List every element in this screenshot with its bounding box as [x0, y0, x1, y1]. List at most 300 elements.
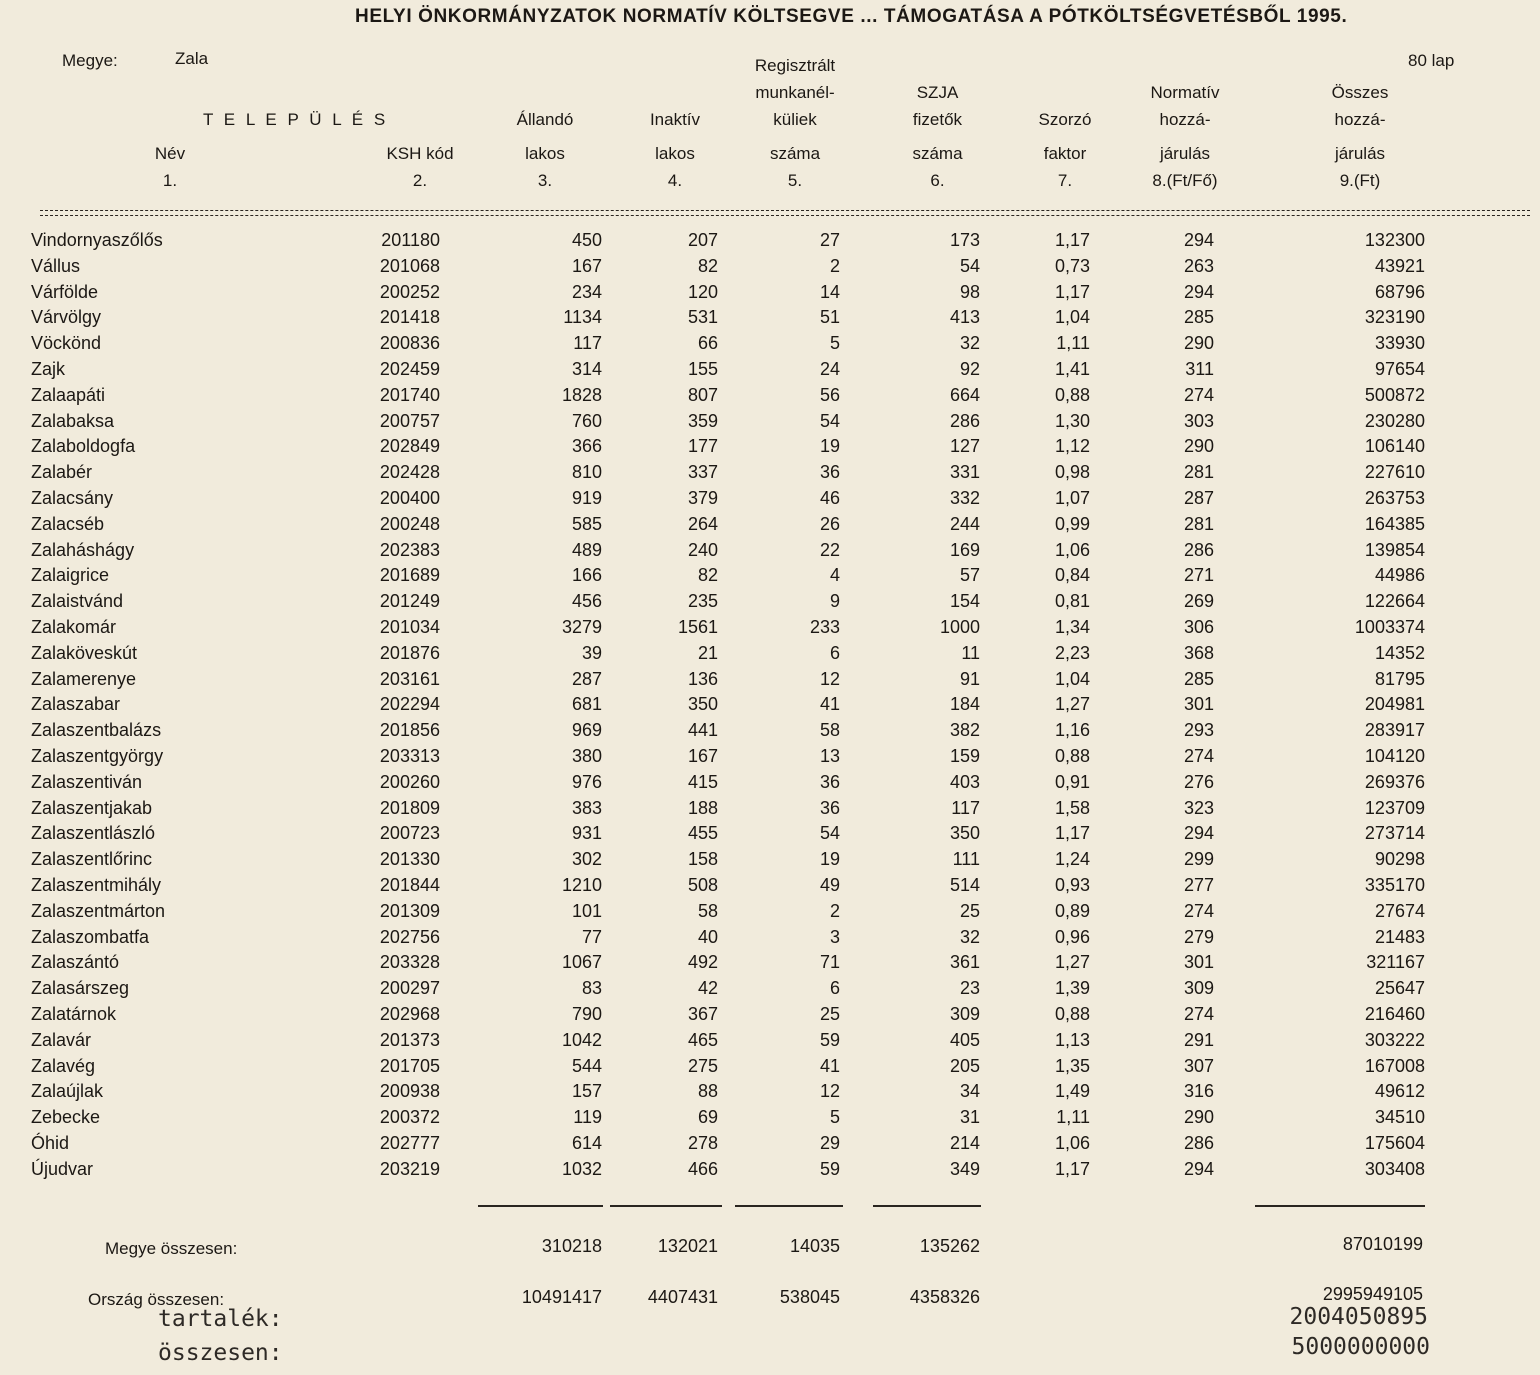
cell-szja-fizetok: 159 [949, 745, 980, 766]
cell-nev: Zalaszabar [31, 694, 121, 715]
cell-nev: Zalasárszeg [31, 978, 130, 999]
cell-szorzo: 0,96 [1054, 926, 1090, 947]
cell-kod: 202383 [379, 539, 440, 560]
cell-nev: Zalamerenye [31, 668, 137, 689]
cell-szja-fizetok: 32 [959, 926, 980, 947]
cell-inaktiv-lakos: 235 [687, 591, 718, 612]
cell-szja-fizetok: 34 [959, 1081, 980, 1102]
cell-szja-fizetok: 205 [949, 1055, 980, 1076]
cell-nev: Zalakomár [31, 616, 117, 637]
cell-nev: Zalaszántó [31, 952, 120, 973]
cell-munkanelkuliek: 26 [819, 513, 840, 534]
cell-allando-lakos: 166 [571, 565, 602, 586]
megye-osszesen-col3: 310218 [541, 1236, 602, 1256]
megye-osszesen-col5: 14035 [789, 1236, 840, 1256]
cell-nev: Zalaújlak [31, 1081, 104, 1102]
cell-osszes: 230280 [1364, 410, 1425, 431]
header-col3-line2: lakos [525, 144, 565, 163]
cell-normativ: 277 [1183, 874, 1214, 895]
cell-szja-fizetok: 514 [949, 874, 980, 895]
cell-szja-fizetok: 92 [959, 358, 980, 379]
table-row [0, 1105, 1540, 1131]
cell-kod: 201034 [379, 616, 440, 637]
cell-nev: Zalaszentbalázs [31, 720, 162, 741]
table-row [0, 357, 1540, 383]
cell-munkanelkuliek: 36 [819, 462, 840, 483]
header-col1-line2: 1. [162, 171, 178, 190]
cell-munkanelkuliek: 14 [819, 281, 840, 302]
header-col5-line5: 5. [787, 171, 803, 190]
cell-munkanelkuliek: 19 [819, 436, 840, 457]
cell-nev: Zalaszentlőrinc [31, 849, 153, 870]
cell-allando-lakos: 83 [581, 978, 602, 999]
cell-szorzo: 1,13 [1054, 1029, 1090, 1050]
cell-kod: 201068 [379, 255, 440, 276]
cell-munkanelkuliek: 41 [819, 694, 840, 715]
cell-osszes: 175604 [1364, 1132, 1425, 1153]
cell-kod: 200400 [379, 487, 440, 508]
cell-szja-fizetok: 98 [959, 281, 980, 302]
cell-szja-fizetok: 154 [949, 591, 980, 612]
cell-szorzo: 1,27 [1054, 694, 1090, 715]
megye-value: Zala [175, 49, 209, 68]
cell-kod: 200757 [379, 410, 440, 431]
cell-normativ: 274 [1183, 900, 1214, 921]
cell-szja-fizetok: 169 [949, 539, 980, 560]
cell-kod: 202294 [379, 694, 440, 715]
cell-szorzo: 1,06 [1054, 1132, 1090, 1153]
cell-nev: Zalaboldogfa [31, 436, 136, 457]
cell-munkanelkuliek: 59 [819, 1158, 840, 1179]
cell-kod: 202756 [379, 926, 440, 947]
cell-munkanelkuliek: 9 [829, 591, 840, 612]
cell-szorzo: 0,99 [1054, 513, 1090, 534]
header-col9-line4: 9.(Ft) [1339, 171, 1381, 190]
cell-szja-fizetok: 332 [949, 487, 980, 508]
table-row [0, 1002, 1540, 1028]
header-col6-line3: száma [912, 144, 963, 163]
cell-szja-fizetok: 117 [951, 797, 980, 818]
cell-inaktiv-lakos: 337 [687, 462, 718, 483]
sum-rule-col4 [610, 1205, 722, 1207]
cell-szorzo: 1,11 [1056, 333, 1090, 354]
cell-kod: 201373 [379, 1029, 440, 1050]
cell-allando-lakos: 976 [571, 771, 602, 792]
cell-szorzo: 1,12 [1054, 436, 1090, 457]
header-col7-line1: Szorzó [1038, 110, 1092, 129]
cell-nev: Zalabér [31, 462, 93, 483]
cell-osszes: 204981 [1364, 694, 1425, 715]
cell-munkanelkuliek: 54 [819, 823, 840, 844]
cell-nev: Óhid [31, 1132, 70, 1153]
cell-inaktiv-lakos: 455 [687, 823, 718, 844]
cell-inaktiv-lakos: 531 [687, 307, 718, 328]
cell-inaktiv-lakos: 278 [687, 1132, 718, 1153]
cell-munkanelkuliek: 22 [819, 539, 840, 560]
cell-szja-fizetok: 349 [949, 1158, 980, 1179]
cell-allando-lakos: 119 [573, 1107, 602, 1128]
cell-osszes: 81795 [1374, 668, 1425, 689]
cell-inaktiv-lakos: 264 [687, 513, 718, 534]
cell-szorzo: 1,06 [1054, 539, 1090, 560]
cell-normativ: 274 [1183, 745, 1214, 766]
cell-osszes: 303408 [1364, 1158, 1425, 1179]
cell-allando-lakos: 544 [571, 1055, 602, 1076]
cell-szorzo: 0,89 [1054, 900, 1090, 921]
cell-allando-lakos: 614 [571, 1132, 602, 1153]
cell-munkanelkuliek: 58 [819, 720, 840, 741]
cell-inaktiv-lakos: 58 [697, 900, 718, 921]
cell-kod: 200252 [379, 281, 440, 302]
cell-normativ: 306 [1183, 616, 1214, 637]
cell-osszes: 263753 [1364, 487, 1425, 508]
cell-osszes: 104120 [1364, 745, 1425, 766]
cell-inaktiv-lakos: 82 [697, 565, 718, 586]
orszag-osszesen-col4: 4407431 [647, 1287, 718, 1307]
table-row [0, 847, 1540, 873]
cell-munkanelkuliek: 36 [819, 771, 840, 792]
table-row [0, 512, 1540, 538]
cell-szja-fizetok: 331 [949, 462, 980, 483]
cell-szorzo: 1,27 [1054, 952, 1090, 973]
cell-osszes: 43921 [1374, 255, 1425, 276]
cell-normativ: 269 [1183, 591, 1214, 612]
cell-szja-fizetok: 173 [949, 230, 980, 250]
header-col9-line2: hozzá- [1334, 110, 1386, 129]
cell-munkanelkuliek: 24 [819, 358, 840, 379]
cell-munkanelkuliek: 56 [819, 384, 840, 405]
cell-szja-fizetok: 405 [949, 1029, 980, 1050]
cell-inaktiv-lakos: 21 [697, 642, 718, 663]
cell-allando-lakos: 287 [571, 668, 602, 689]
cell-osszes: 321167 [1366, 952, 1425, 973]
cell-normativ: 294 [1183, 823, 1214, 844]
cell-normativ: 281 [1183, 462, 1214, 483]
cell-szorzo: 1,39 [1054, 978, 1090, 999]
cell-nev: Zalaistvánd [31, 591, 124, 612]
cell-kod: 201856 [379, 720, 440, 741]
table-row [0, 383, 1540, 409]
cell-normativ: 309 [1183, 978, 1214, 999]
cell-nev: Zalaszentlászló [31, 823, 156, 844]
cell-nev: Zalatárnok [31, 1003, 117, 1024]
cell-nev: Zalaszentgyörgy [31, 745, 164, 766]
cell-inaktiv-lakos: 42 [697, 978, 718, 999]
cell-osszes: 323190 [1364, 307, 1425, 328]
table-row [0, 228, 1540, 254]
cell-kod: 202459 [379, 358, 440, 379]
header-col4-line2: lakos [655, 144, 695, 163]
cell-inaktiv-lakos: 136 [687, 668, 718, 689]
table-row [0, 744, 1540, 770]
cell-inaktiv-lakos: 69 [697, 1107, 718, 1128]
cell-osszes: 49612 [1374, 1081, 1425, 1102]
cell-allando-lakos: 810 [571, 462, 602, 483]
cell-normativ: 316 [1183, 1081, 1214, 1102]
cell-szorzo: 0,73 [1054, 255, 1090, 276]
cell-munkanelkuliek: 49 [819, 874, 840, 895]
cell-allando-lakos: 101 [571, 900, 602, 921]
cell-szja-fizetok: 403 [949, 771, 980, 792]
cell-nev: Zalaszentiván [31, 771, 143, 792]
sum-rule-col9 [1255, 1205, 1425, 1207]
cell-szorzo: 0,88 [1054, 384, 1090, 405]
cell-normativ: 286 [1183, 1132, 1214, 1153]
cell-inaktiv-lakos: 82 [697, 255, 718, 276]
header-double-rule [40, 210, 1530, 216]
table-row [0, 280, 1540, 306]
cell-nev: Zalaszentmihály [31, 874, 162, 895]
cell-munkanelkuliek: 5 [829, 1107, 840, 1128]
cell-allando-lakos: 1134 [563, 307, 602, 328]
cell-normativ: 290 [1183, 1107, 1214, 1128]
cell-nev: Zalaháshágy [31, 539, 135, 560]
header-col1-line1: Név [154, 144, 186, 163]
table-row [0, 1028, 1540, 1054]
cell-szja-fizetok: 57 [959, 565, 980, 586]
cell-szja-fizetok: 23 [959, 978, 980, 999]
cell-inaktiv-lakos: 379 [687, 487, 718, 508]
cell-inaktiv-lakos: 120 [687, 281, 718, 302]
cell-kod: 201876 [379, 642, 440, 663]
cell-szja-fizetok: 214 [949, 1132, 980, 1153]
cell-nev: Zalacséb [31, 513, 105, 534]
cell-szorzo: 1,17 [1054, 823, 1090, 844]
cell-munkanelkuliek: 12 [819, 1081, 840, 1102]
cell-szorzo: 1,58 [1054, 797, 1090, 818]
header-col7-line3: 7. [1057, 171, 1073, 190]
cell-nev: Várvölgy [31, 307, 102, 328]
cell-inaktiv-lakos: 415 [687, 771, 718, 792]
tartalek-value: 2004050895 [1289, 1304, 1428, 1330]
cell-allando-lakos: 380 [571, 745, 602, 766]
cell-osszes: 283917 [1364, 720, 1425, 741]
cell-szorzo: 1,17 [1054, 230, 1090, 250]
cell-szja-fizetok: 664 [949, 384, 980, 405]
cell-normativ: 311 [1185, 358, 1214, 379]
table-row [0, 667, 1540, 693]
cell-munkanelkuliek: 25 [819, 1003, 840, 1024]
cell-szorzo: 0,88 [1054, 745, 1090, 766]
header-col9-line1: Összes [1331, 83, 1389, 102]
cell-inaktiv-lakos: 240 [687, 539, 718, 560]
cell-inaktiv-lakos: 1561 [677, 616, 718, 637]
cell-inaktiv-lakos: 508 [687, 874, 718, 895]
cell-allando-lakos: 489 [571, 539, 602, 560]
cell-munkanelkuliek: 36 [819, 797, 840, 818]
header-col6-line4: 6. [930, 171, 945, 190]
cell-inaktiv-lakos: 167 [687, 745, 718, 766]
cell-allando-lakos: 157 [571, 1081, 602, 1102]
header-col4-line3: 4. [667, 171, 683, 190]
cell-normativ: 307 [1183, 1055, 1214, 1076]
megye-osszesen-col9: 87010199 [1342, 1234, 1423, 1254]
cell-normativ: 368 [1183, 642, 1214, 663]
cell-szja-fizetok: 361 [949, 952, 980, 973]
cell-kod: 201330 [379, 849, 440, 870]
cell-osszes: 303222 [1364, 1029, 1425, 1050]
header-col8-line1: Normatív [1150, 83, 1220, 102]
cell-inaktiv-lakos: 66 [697, 333, 718, 354]
cell-szorzo: 0,81 [1054, 591, 1090, 612]
page-number: 80 lap [1408, 51, 1455, 70]
cell-normativ: 303 [1183, 410, 1214, 431]
cell-inaktiv-lakos: 177 [687, 436, 718, 457]
cell-nev: Zalaszentmárton [31, 900, 166, 921]
cell-inaktiv-lakos: 367 [687, 1003, 718, 1024]
orszag-osszesen-col9: 2995949105 [1322, 1284, 1423, 1304]
cell-szorzo: 0,88 [1054, 1003, 1090, 1024]
cell-normativ: 294 [1183, 281, 1214, 302]
orszag-osszesen-col6: 4358326 [909, 1287, 980, 1307]
data-table [0, 228, 1540, 1182]
cell-inaktiv-lakos: 441 [687, 720, 718, 741]
cell-allando-lakos: 314 [571, 358, 602, 379]
cell-munkanelkuliek: 71 [819, 952, 840, 973]
cell-allando-lakos: 3279 [561, 616, 602, 637]
cell-osszes: 164385 [1364, 513, 1425, 534]
cell-kod: 201249 [379, 591, 440, 612]
header-col2-line2: 2. [412, 171, 428, 190]
cell-nev: Zalavég [31, 1055, 96, 1076]
cell-inaktiv-lakos: 158 [687, 849, 718, 870]
table-row [0, 460, 1540, 486]
cell-kod: 200723 [379, 823, 440, 844]
header-col6-line1: SZJA [916, 83, 959, 102]
cell-kod: 201740 [379, 384, 440, 405]
cell-munkanelkuliek: 2 [829, 255, 840, 276]
cell-normativ: 274 [1183, 384, 1214, 405]
table-row [0, 1079, 1540, 1105]
cell-kod: 201809 [379, 797, 440, 818]
header-col5-line4: száma [769, 144, 821, 163]
cell-allando-lakos: 456 [571, 591, 602, 612]
cell-osszes: 167008 [1364, 1055, 1425, 1076]
cell-normativ: 291 [1183, 1029, 1214, 1050]
cell-kod: 202849 [379, 436, 440, 457]
cell-allando-lakos: 919 [571, 487, 602, 508]
cell-kod: 202968 [379, 1003, 440, 1024]
megye-label: Megye: [62, 51, 118, 70]
cell-inaktiv-lakos: 40 [697, 926, 718, 947]
cell-szorzo: 1,30 [1054, 410, 1090, 431]
sum-rule-col3 [478, 1205, 603, 1207]
sum-rule-col5 [735, 1205, 843, 1207]
table-row [0, 563, 1540, 589]
cell-nev: Zalaszombatfa [31, 926, 150, 947]
cell-inaktiv-lakos: 275 [687, 1055, 718, 1076]
cell-munkanelkuliek: 2 [829, 900, 840, 921]
table-row [0, 305, 1540, 331]
table-row [0, 254, 1540, 280]
cell-normativ: 281 [1183, 513, 1214, 534]
cell-kod: 200297 [379, 978, 440, 999]
cell-osszes: 269376 [1364, 771, 1425, 792]
cell-allando-lakos: 790 [571, 1003, 602, 1024]
cell-munkanelkuliek: 12 [819, 668, 840, 689]
cell-allando-lakos: 1828 [561, 384, 602, 405]
cell-nev: Zalacsány [31, 487, 114, 508]
header-col6-line2: fizetők [912, 110, 963, 129]
header-telepules: T E L E P Ü L É S [203, 110, 389, 129]
cell-kod: 200260 [379, 771, 440, 792]
cell-nev: Zalavár [31, 1029, 92, 1050]
cell-kod: 200836 [379, 333, 440, 354]
cell-nev: Zalaigrice [31, 565, 110, 586]
table-row [0, 950, 1540, 976]
cell-osszes: 273714 [1364, 823, 1425, 844]
cell-allando-lakos: 77 [581, 926, 602, 947]
cell-kod: 200372 [379, 1107, 440, 1128]
cell-szorzo: 1,35 [1054, 1055, 1090, 1076]
cell-szja-fizetok: 111 [952, 849, 980, 870]
cell-allando-lakos: 585 [571, 513, 602, 534]
table-row [0, 589, 1540, 615]
cell-nev: Várfölde [31, 281, 99, 302]
cell-inaktiv-lakos: 155 [687, 358, 718, 379]
cell-inaktiv-lakos: 492 [687, 952, 718, 973]
table-row [0, 899, 1540, 925]
megye-osszesen-label: Megye összesen: [105, 1239, 238, 1258]
cell-allando-lakos: 1067 [561, 952, 602, 973]
cell-allando-lakos: 931 [571, 823, 602, 844]
cell-szorzo: 1,16 [1054, 720, 1090, 741]
cell-osszes: 90298 [1374, 849, 1425, 870]
table-row [0, 1131, 1540, 1157]
cell-allando-lakos: 1210 [561, 874, 602, 895]
cell-allando-lakos: 1042 [561, 1029, 602, 1050]
cell-szorzo: 1,04 [1054, 668, 1090, 689]
cell-munkanelkuliek: 233 [809, 616, 840, 637]
cell-normativ: 263 [1183, 255, 1214, 276]
cell-szorzo: 0,93 [1054, 874, 1090, 895]
table-row [0, 486, 1540, 512]
cell-osszes: 34510 [1374, 1107, 1425, 1128]
cell-szja-fizetok: 413 [949, 307, 980, 328]
cell-munkanelkuliek: 13 [819, 745, 840, 766]
cell-osszes: 44986 [1374, 565, 1425, 586]
cell-allando-lakos: 450 [571, 230, 602, 250]
table-row [0, 331, 1540, 357]
header-col8-line4: 8.(Ft/Fő) [1152, 171, 1218, 190]
cell-normativ: 323 [1183, 797, 1214, 818]
megye-osszesen-col6: 135262 [919, 1236, 980, 1256]
cell-normativ: 299 [1183, 849, 1214, 870]
header-col3-line1: Állandó [516, 110, 574, 129]
cell-nev: Zebecke [31, 1107, 101, 1128]
orszag-osszesen-label: Ország összesen: [88, 1290, 225, 1309]
header-col9-line3: járulás [1334, 144, 1386, 163]
table-row [0, 692, 1540, 718]
cell-munkanelkuliek: 59 [819, 1029, 840, 1050]
cell-szorzo: 0,98 [1054, 462, 1090, 483]
cell-munkanelkuliek: 54 [819, 410, 840, 431]
table-row [0, 821, 1540, 847]
table-row [0, 641, 1540, 667]
header-col5-line1: Regisztrált [754, 56, 836, 75]
cell-nev: Zalabaksa [31, 410, 115, 431]
cell-inaktiv-lakos: 350 [687, 694, 718, 715]
cell-szja-fizetok: 309 [949, 1003, 980, 1024]
cell-allando-lakos: 383 [571, 797, 602, 818]
cell-szja-fizetok: 11 [961, 642, 980, 663]
table-row [0, 796, 1540, 822]
cell-szorzo: 2,23 [1054, 642, 1090, 663]
cell-munkanelkuliek: 27 [819, 230, 840, 250]
header-col3-line3: 3. [537, 171, 553, 190]
cell-normativ: 279 [1183, 926, 1214, 947]
table-row [0, 873, 1540, 899]
